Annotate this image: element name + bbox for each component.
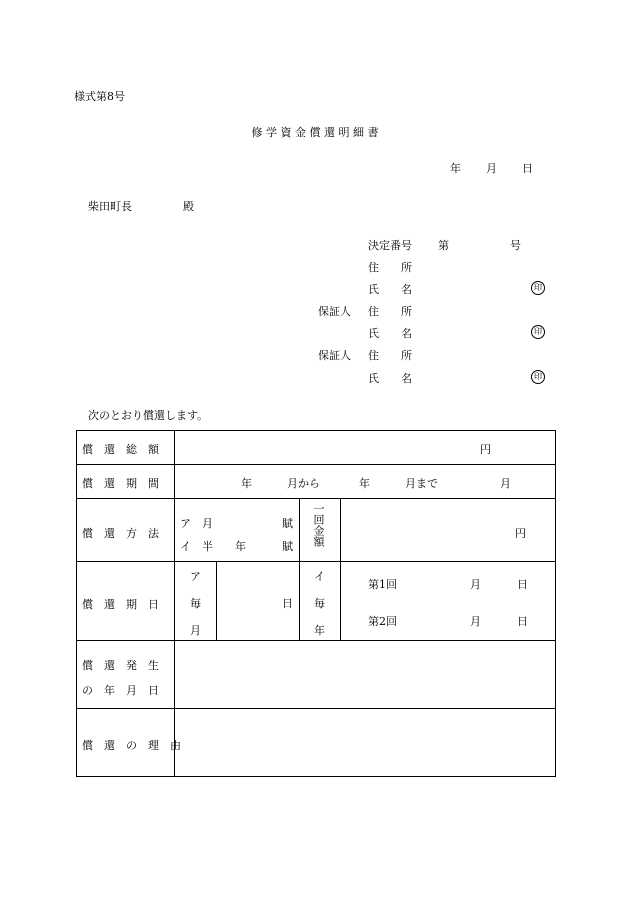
guarantor2-label: 保証人 [318,349,351,362]
form-number: 様式第8号 [74,90,125,103]
first-payment-month: 月 [470,578,481,591]
date-year: 年 [450,162,461,175]
reason-label: 償 還 の 理 由 [82,739,181,752]
method-option-a-fu: 賦 [282,517,293,530]
applicant-address-label: 住 所 [368,261,412,274]
total-unit: 円 [480,443,491,456]
page-title: 修 学 資 金 償 還 明 細 書 [251,126,379,139]
row-sep-5 [76,708,556,709]
second-payment-month: 月 [470,615,481,628]
applicant-name-label: 氏 名 [368,283,412,296]
method-option-i-fu: 賦 [282,540,293,553]
date-divider [216,561,217,641]
guarantor1-address-label: 住 所 [368,305,412,318]
method-label: 償 還 方 法 [82,527,159,540]
first-payment-day: 日 [517,578,528,591]
period-months: 月 [500,477,511,490]
method-option-i: イ 半 年 [180,540,246,553]
row-sep-3 [76,561,556,562]
decision-number-go: 号 [510,239,521,252]
addressee-name: 柴田町長 [88,200,132,213]
method-divider-2 [340,498,341,641]
period-month-to: 月まで [405,477,438,490]
guarantor1-label: 保証人 [318,305,351,318]
first-payment-label: 第1回 [368,578,397,591]
date-label: 償 還 期 日 [82,598,159,611]
decision-number-label: 決定番号 [368,239,412,252]
per-amount-label: 一回金額 [312,503,325,547]
period-label: 償 還 期 間 [82,477,159,490]
occurrence-label-line1: 償 還 発 生 [82,659,159,672]
table-border-right [555,430,556,777]
method-option-a: ア 月 [180,517,213,530]
row-sep-1 [76,464,556,465]
intro-text: 次のとおり償還します。 [88,409,209,422]
per-amount-unit: 円 [515,527,526,540]
table-border-bottom [76,776,556,777]
guarantor2-name-label: 氏 名 [368,372,412,385]
date-option-i-mai: 毎 [314,597,325,610]
addressee-honorific: 殿 [183,200,194,213]
applicant-seal-icon: 印 [531,281,545,295]
total-label: 償 還 総 額 [82,443,159,456]
guarantor1-seal-icon: 印 [531,325,545,339]
period-month-from: 月から [287,477,320,490]
row-sep-2 [76,498,556,499]
date-month: 月 [486,162,497,175]
second-payment-label: 第2回 [368,615,397,628]
date-option-a-day: 日 [282,597,293,610]
table-border-left [76,430,77,777]
date-option-a-tsuki: 月 [190,624,201,637]
second-payment-day: 日 [517,615,528,628]
guarantor1-name-label: 氏 名 [368,327,412,340]
row-sep-4 [76,640,556,641]
occurrence-label-line2: の 年 月 日 [82,684,159,697]
date-day: 日 [522,162,533,175]
guarantor2-address-label: 住 所 [368,349,412,362]
table-label-divider [174,430,175,777]
decision-number-dai: 第 [438,239,449,252]
date-option-i-head: イ [314,570,325,583]
table-border-top [76,430,556,431]
date-option-i-nen: 年 [314,624,325,637]
period-year-from: 年 [241,477,252,490]
guarantor2-seal-icon: 印 [531,370,545,384]
period-year-to: 年 [359,477,370,490]
date-option-a-mai: 毎 [190,597,201,610]
method-divider-1 [299,498,300,641]
date-option-a-head: ア [190,570,201,583]
